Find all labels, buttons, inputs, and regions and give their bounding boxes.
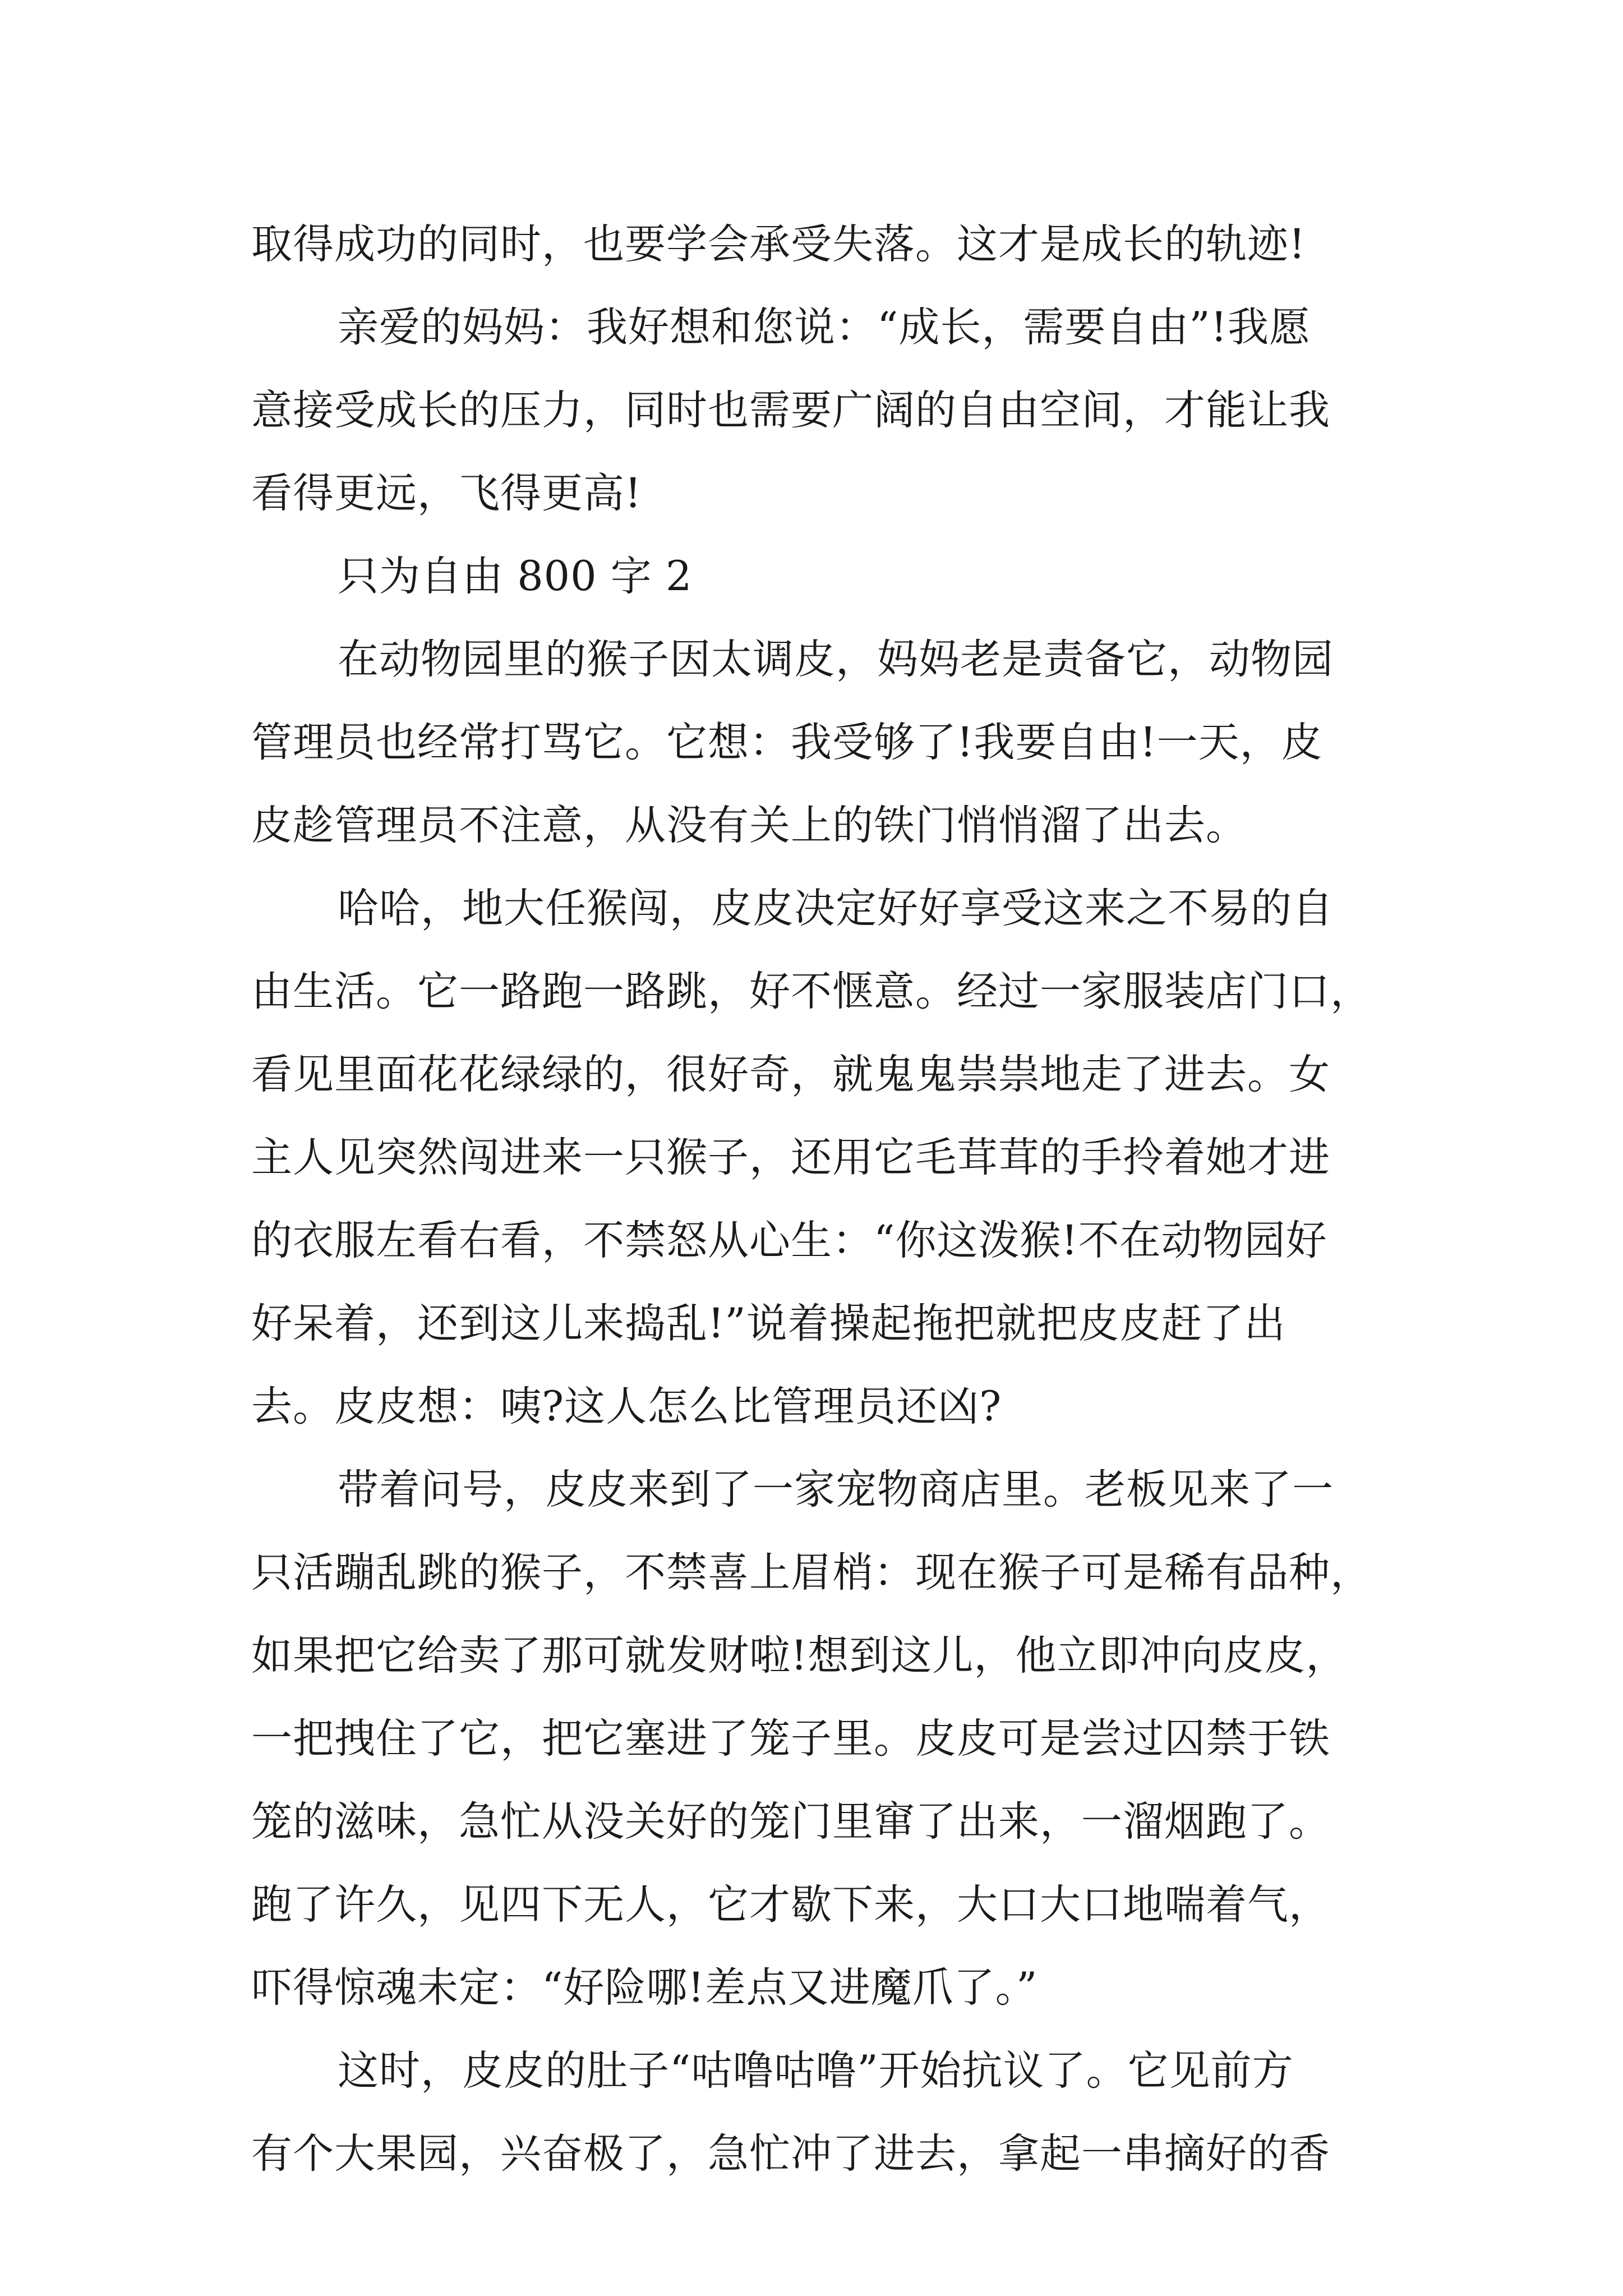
text-line: 笼的滋味，急忙从没关好的笼门里窜了出来，一溜烟跑了。: [251, 1798, 1330, 1846]
text-line: 带着问号，皮皮来到了一家宠物商店里。老板见来了一: [338, 1466, 1334, 1513]
section-heading: 只为自由 800 字 2: [338, 553, 693, 600]
text-line: 意接受成长的压力，同时也需要广阔的自由空间，才能让我: [251, 386, 1330, 434]
text-line: 亲爱的妈妈：我好想和您说：“成长，需要自由”!我愿: [338, 303, 1311, 351]
text-line: 管理员也经常打骂它。它想：我受够了!我要自由!一天，皮: [251, 719, 1323, 766]
text-line: 这时，皮皮的肚子“咕噜咕噜”开始抗议了。它见前方: [338, 2047, 1294, 2095]
text-line: 取得成功的同时，也要学会承受失落。这才是成长的轨迹!: [251, 220, 1306, 268]
text-line: 的衣服左看右看，不禁怒从心生：“你这泼猴!不在动物园好: [251, 1217, 1327, 1264]
text-line: 如果把它给卖了那可就发财啦!想到这儿，他立即冲向皮皮，: [251, 1632, 1348, 1680]
text-line: 有个大果园，兴奋极了，急忙冲了进去，拿起一串摘好的香: [251, 2130, 1330, 2178]
text-line: 皮趁管理员不注意，从没有关上的铁门悄悄溜了出去。: [251, 802, 1247, 849]
text-line: 由生活。它一路跑一路跳，好不惬意。经过一家服装店门口，: [251, 968, 1372, 1015]
text-line: 看得更远，飞得更高!: [251, 470, 642, 517]
text-line: 跑了许久，见四下无人，它才歇下来，大口大口地喘着气，: [251, 1881, 1330, 1929]
text-line: 好呆着，还到这儿来捣乱!”说着操起拖把就把皮皮赶了出: [251, 1300, 1286, 1347]
text-line: 去。皮皮想：咦?这人怎么比管理员还凶?: [251, 1383, 1002, 1430]
text-line: 一把拽住了它，把它塞进了笼子里。皮皮可是尝过囚禁于铁: [251, 1715, 1330, 1763]
text-line: 吓得惊魂未定：“好险哪!差点又进魔爪了。”: [251, 1964, 1038, 2012]
text-line: 只活蹦乱跳的猴子，不禁喜上眉梢：现在猴子可是稀有品种，: [251, 1549, 1372, 1596]
text-line: 在动物园里的猴子因太调皮，妈妈老是责备它，动物园: [338, 636, 1334, 683]
text-line: 看见里面花花绿绿的，很好奇，就鬼鬼祟祟地走了进去。女: [251, 1051, 1330, 1098]
document-body: [251, 203, 1378, 2196]
text-line: 哈哈，地大任猴闯，皮皮决定好好享受这来之不易的自: [338, 885, 1334, 932]
text-line: 主人见突然闯进来一只猴子，还用它毛茸茸的手拎着她才进: [251, 1134, 1330, 1181]
